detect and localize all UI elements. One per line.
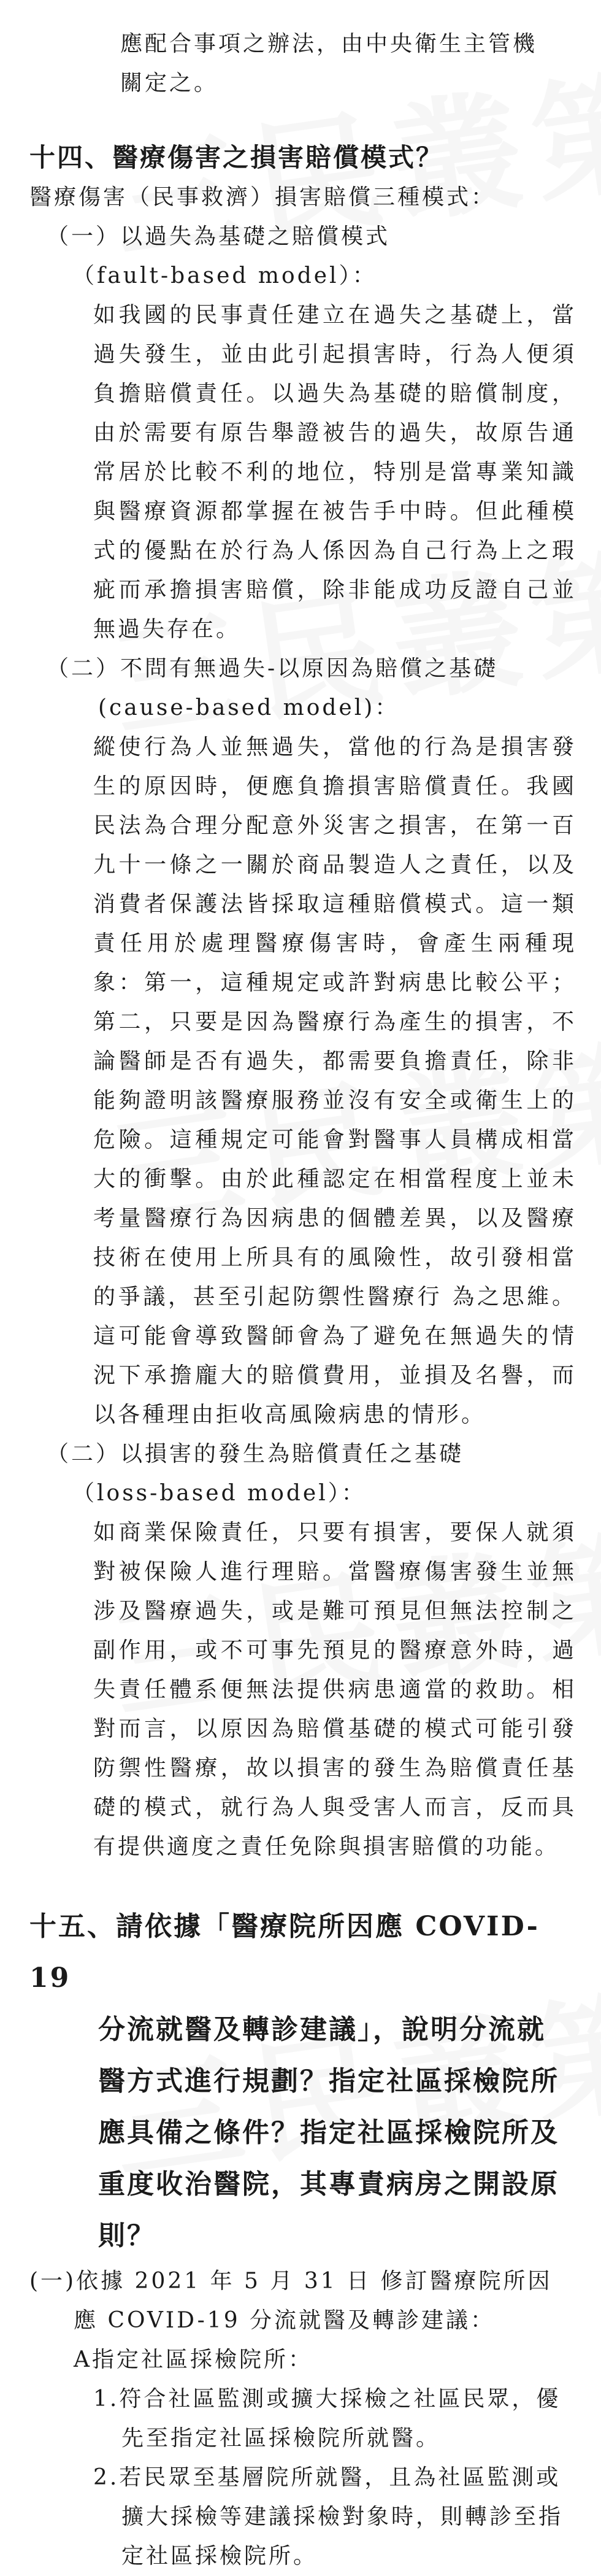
section-15-heading-line: 醫方式進行規劃？指定社區採檢院所 <box>98 2065 559 2097</box>
section-15-heading-line: 重度收治醫院，其專責病房之開設原 <box>98 2169 559 2200</box>
list-item <box>29 2380 576 2458</box>
sub-label-line: 應 COVID-19 分流就醫及轉診建議： <box>74 2308 496 2333</box>
section-15-A-label: A指定社區採檢院所： <box>74 2347 313 2372</box>
list-item-line: 定社區採檢院所。 <box>121 2543 318 2569</box>
section-14-heading: 十四、醫療傷害之損害賠償模式？ <box>29 142 444 172</box>
list-item-line: 擴大採檢等建議採檢對象時，則轉診至指 <box>121 2504 564 2529</box>
model-2-label: （二）不問有無過失-以原因為賠償之基礎 <box>47 656 499 681</box>
section-15-heading-line: 則？ <box>98 2220 156 2251</box>
model-2-body: 縱使行為人並無過失，當他的行為是損害發生的原因時，便應負擔損害賠償責任。我國民法為合理分配意外災害之損害，在第一百九十一條之一關於商品製造人之責任，以及消費者保護法皆採取這種賠償模式。這一類責任用於處理醫療傷害時，會產生兩種現象：第一，這種規定或許對病患比較公平；第二，只要是因為醫療行為產生的損害，不論醫師是否有過失，都需要負擔責任，除非能夠證明該醫療服務並沒有安全或衛生上的危險。這種規定可能會對醫事人員構成相當大的衝擊。由於此種認定在相當程度上並未考量醫療行為因病患的個體差異，以及醫療技術在使用上所具有的風險性，故引發相當的爭議，甚至引起防禦性醫療行 為之思維。這可能會導致醫師會為了避免在無過失的情況下承擔龐大的賠償費用，並損及名譽，而以各種理由拒收高風險病患的情形。 <box>93 735 576 1427</box>
model-1-label: （一）以過失為基礎之賠償模式 <box>47 224 391 249</box>
model-1-body: 如我國的民事責任建立在過失之基礎上，當過失發生，並由此引起損害時，行為人便須負擔賠償責任。以過失為基礎的賠償制度，由於需要有原告舉證被告的過失，故原告通常居於比較不利的地位，特別是當專業知識與醫療資源都掌握在被告手中時。但此種模式的優點在於行為人係因為自己行為上之瑕疵而承擔損害賠償，除非能成功反證自己並無過失存在。 <box>93 303 576 642</box>
section-15-heading-line: 分流就醫及轉診建議」，說明分流就 <box>98 2014 546 2045</box>
list-item-line: 先至指定社區採檢院所就醫。 <box>121 2426 441 2451</box>
list-item <box>29 2458 576 2576</box>
intro-line: 關定之。 <box>120 71 219 96</box>
model-3-label: （二）以損害的發生為賠償責任之基礎 <box>47 1441 464 1467</box>
model-2-english: (cause-based model)： <box>98 695 400 720</box>
sub-label-line: (一)依據 2021 年 5 月 31 日 修訂醫療院所因 <box>29 2269 553 2294</box>
model-3-body: 如商業保險責任，只要有損害，要保人就須對被保險人進行理賠。當醫療傷害發生並無涉及醫療過失，或是難可預見但無法控制之副作用，或不可事先預見的醫療意外時，過失責任體系便無法提供病患適當的救助。相對而言，以原因為賠償基礎的模式可能引發防禦性醫療，故以損害的發生為賠償責任基礎的模式，就行為人與受害人而言，反而具有提供適度之責任免除與損害賠償的功能。 <box>93 1520 576 1859</box>
section-14-lead: 醫療傷害（民事救濟）損害賠償三種模式： <box>29 185 496 210</box>
section-15-sub-label <box>29 2262 576 2340</box>
section-15-heading-line: 十五、請依據「醫療院所因應 COVID-19 <box>29 1911 540 1994</box>
section-15-heading-line: 應具備之條件？指定社區採檢院所及 <box>98 2117 559 2148</box>
intro-line: 應配合事項之辦法，由中央衛生主管機 <box>120 31 538 56</box>
model-3-english: （loss-based model）： <box>72 1481 366 1506</box>
section-15-heading <box>29 1901 576 2262</box>
list-item-line: 1.符合社區監測或擴大採檢之社區民眾，優 <box>93 2386 561 2412</box>
list-item-line: 2.若民眾至基層院所就醫，且為社區監測或 <box>93 2465 561 2490</box>
model-1-english: （fault-based model）： <box>72 263 377 288</box>
intro-paragraph <box>29 25 576 103</box>
section-15-list <box>29 2380 576 2576</box>
